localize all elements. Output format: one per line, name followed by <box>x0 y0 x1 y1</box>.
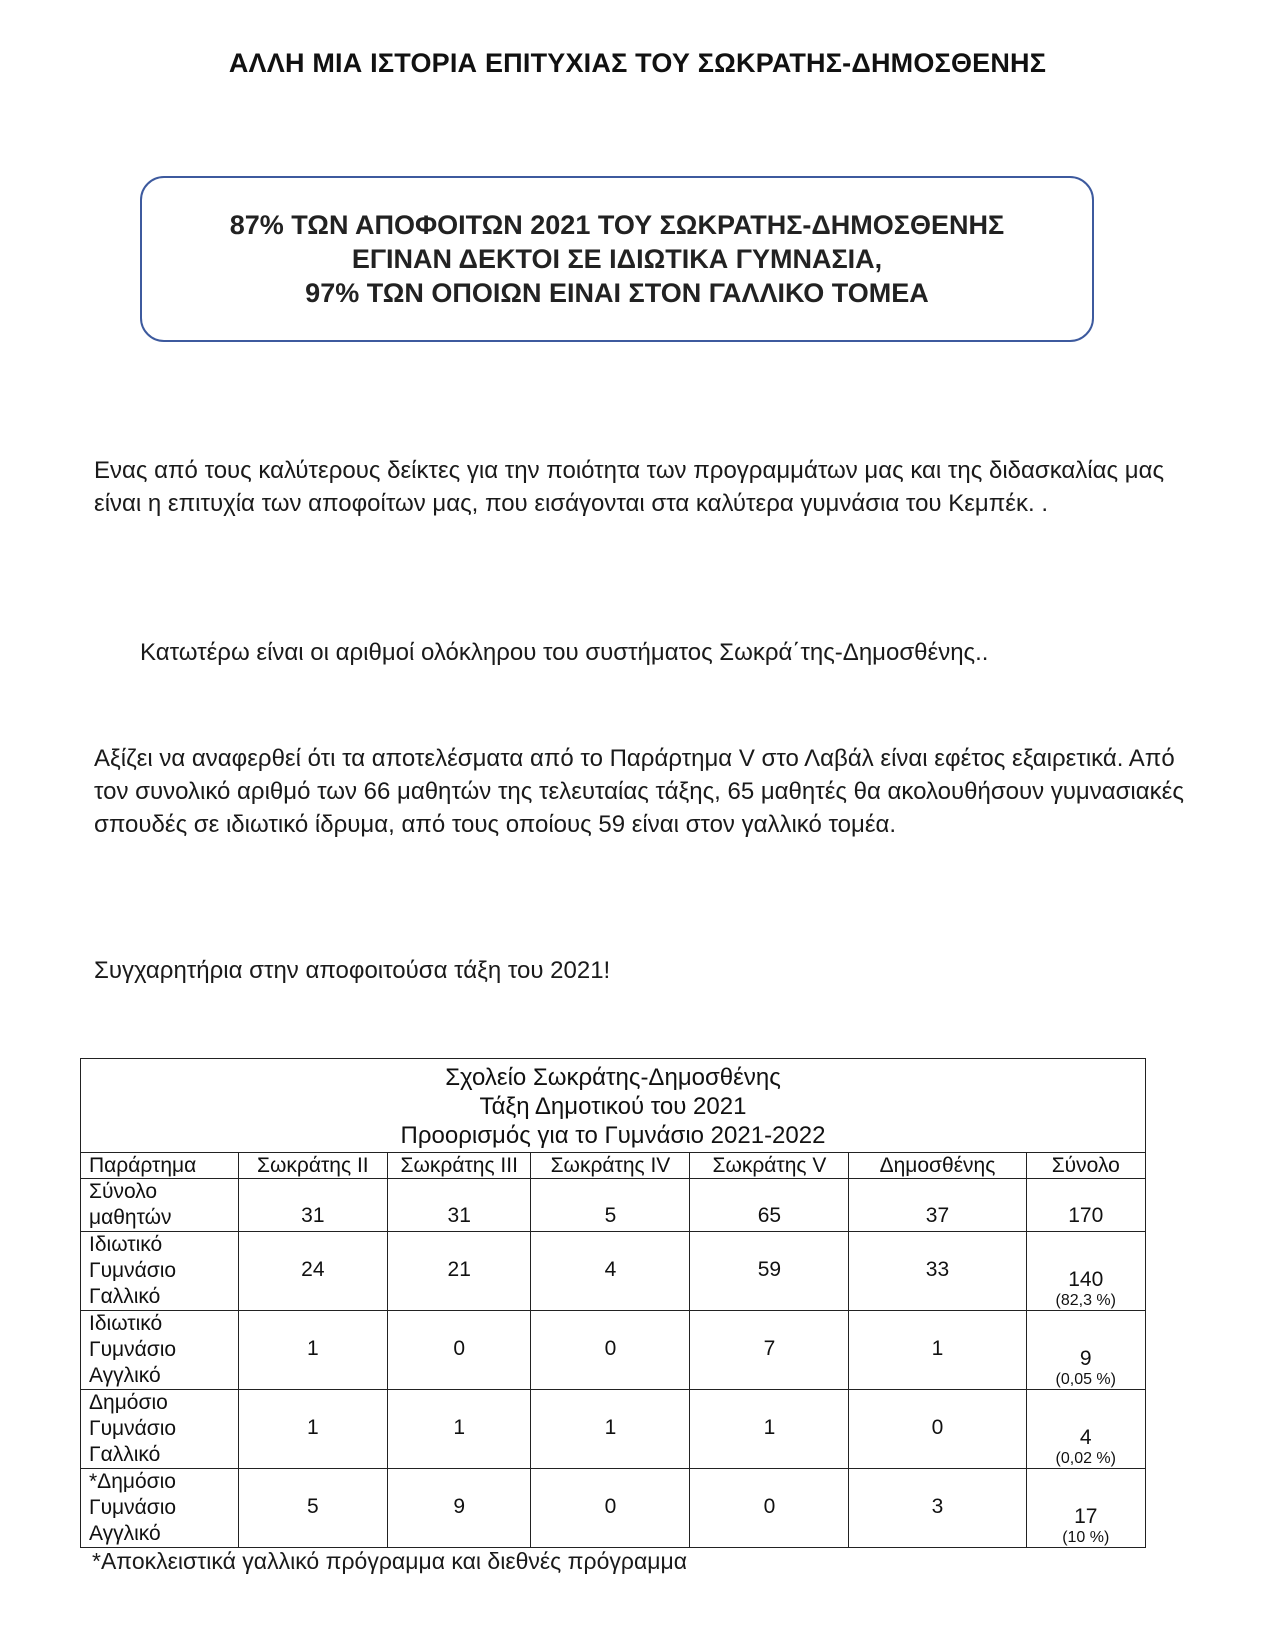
callout-line-2: ΕΓΙΝΑΝ ΔΕΚΤΟΙ ΣΕ ΙΔΙΩΤΙΚΑ ΓΥΜΝΑΣΙΑ, <box>351 244 883 274</box>
table-cell: 5 <box>531 1179 690 1232</box>
callout-line-3: 97% ΤΩΝ ΟΠΟΙΩΝ ΕΙΝΑΙ ΣΤΟΝ ΓΑΛΛΙΚΟ ΤΟΜΕΑ <box>305 278 929 308</box>
total-value: 140 <box>1068 1268 1104 1291</box>
total-value: 17 <box>1074 1505 1098 1528</box>
column-header: Σύνολο <box>1026 1153 1145 1179</box>
table-cell: 9 <box>387 1469 530 1548</box>
table-cell: 1 <box>531 1390 690 1469</box>
column-header: Σωκράτης II <box>238 1153 387 1179</box>
total-cell <box>1026 1390 1145 1469</box>
table-cell: 1 <box>238 1390 387 1469</box>
table-row <box>81 1469 1146 1548</box>
total-percent: (82,3 %) <box>1055 1292 1116 1309</box>
table-cell: 1 <box>690 1390 849 1469</box>
total-cell <box>1026 1469 1145 1548</box>
row-label-line: Αγγλικό <box>89 1364 161 1387</box>
row-label-line: Γαλλικό <box>89 1285 161 1308</box>
table-cell: 0 <box>531 1311 690 1390</box>
row-label-line: Γυμνάσιο <box>89 1417 177 1440</box>
row-label-line: Σύνολο <box>89 1180 158 1203</box>
column-header: Σωκράτης III <box>387 1153 530 1179</box>
column-header: Παράρτημα <box>81 1153 239 1179</box>
row-label <box>81 1469 239 1548</box>
row-label <box>81 1311 239 1390</box>
table-cell: 0 <box>531 1469 690 1548</box>
callout-line-1: 87% ΤΩΝ ΑΠΟΦΟΙΤΩΝ 2021 ΤΟΥ ΣΩΚΡΑΤΗΣ-ΔΗΜΟΣΘΕΝΗΣ <box>229 210 1005 240</box>
row-label <box>81 1179 239 1232</box>
total-value: 4 <box>1079 1426 1092 1449</box>
row-label-line: Δημόσιο <box>89 1391 168 1414</box>
row-label-line: μαθητών <box>89 1206 172 1229</box>
congrats-paragraph: Συγχαρητήρια στην αποφοιτούσα τάξη του 2021! <box>94 957 611 984</box>
total-value: 9 <box>1079 1347 1092 1370</box>
table-cell: 0 <box>387 1311 530 1390</box>
row-label-line: *Δημόσιο <box>89 1470 176 1493</box>
results-table <box>80 1058 1146 1548</box>
table-cell: 0 <box>849 1390 1026 1469</box>
column-header: Σωκράτης IV <box>531 1153 690 1179</box>
table-cell: 5 <box>238 1469 387 1548</box>
numbers-paragraph: Κατωτέρω είναι οι αριθμοί ολόκληρου του συστήματος Σωκρά΄της-Δημοσθένης.. <box>140 639 989 666</box>
table-cell: 0 <box>690 1469 849 1548</box>
row-label-line: Ιδιωτικό <box>89 1312 163 1335</box>
total-cell: 170 <box>1026 1179 1145 1232</box>
total-percent: (0,02 %) <box>1055 1450 1116 1467</box>
table-cell: 31 <box>387 1179 530 1232</box>
column-header: Δημοσθένης <box>849 1153 1026 1179</box>
row-label-line: Αγγλικό <box>89 1522 161 1545</box>
row-label-line: Γυμνάσιο <box>89 1338 177 1361</box>
intro-paragraph: Ενας από τους καλύτερους δείκτες για την ποιότητα των προγραμμάτων μας και της διδασκαλίας μας είναι η επιτυχία των αποφοίτων μας, που εισάγονται στα καλύτερα γυμνάσια του Κεμπέκ. . <box>94 457 1165 517</box>
total-percent: (10 %) <box>1062 1529 1110 1546</box>
table-row <box>81 1232 1146 1311</box>
table-cell: 7 <box>690 1311 849 1390</box>
page-title: ΑΛΛΗ ΜΙΑ ΙΣΤΟΡΙΑ ΕΠΙΤΥΧΙΑΣ ΤΟΥ ΣΩΚΡΑΤΗΣ-ΔΗΜΟΣΘΕΝΗΣ <box>228 48 1047 78</box>
table-cell: 33 <box>849 1232 1026 1311</box>
row-label <box>81 1232 239 1311</box>
table-cell: 1 <box>849 1311 1026 1390</box>
table-cell: 4 <box>531 1232 690 1311</box>
table-row <box>81 1311 1146 1390</box>
total-cell <box>1026 1311 1145 1390</box>
table-heading-class: Τάξη Δημοτικού του 2021 <box>479 1093 747 1120</box>
table-cell: 3 <box>849 1469 1026 1548</box>
table-heading-school: Σχολείο Σωκράτης-Δημοσθένης <box>445 1064 781 1091</box>
row-label <box>81 1390 239 1469</box>
table-row <box>81 1390 1146 1469</box>
row-label-line: Γαλλικό <box>89 1443 161 1466</box>
table-row <box>81 1179 1146 1232</box>
row-label-line: Γυμνάσιο <box>89 1259 177 1282</box>
row-label-line: Ιδιωτικό <box>89 1233 163 1256</box>
laval-paragraph: Αξίζει να αναφερθεί ότι τα αποτελέσματα από το Παράρτημα V στο Λαβάλ είναι εφέτος εξαιρετικά. Από τον συνολικό αριθμό των 66 μαθητών της τελευταίας τάξης, 65 μαθητές θα ακολουθήσουν γυμνασιακές σπουδές σε ιδιωτικό ίδρυμα, από τους οποίους 59 είναι στον γαλλικό τομέα. <box>94 745 1184 838</box>
table-cell: 59 <box>690 1232 849 1311</box>
table-heading <box>81 1059 1146 1153</box>
table-cell: 31 <box>238 1179 387 1232</box>
row-label-line: Γυμνάσιο <box>89 1496 177 1519</box>
table-cell: 21 <box>387 1232 530 1311</box>
table-cell: 1 <box>387 1390 530 1469</box>
total-cell <box>1026 1232 1145 1311</box>
table-cell: 24 <box>238 1232 387 1311</box>
column-header: Σωκράτης V <box>690 1153 849 1179</box>
footnote: *Αποκλειστικά γαλλικό πρόγραμμα και διεθνές πρόγραμμα <box>92 1548 688 1574</box>
highlight-box <box>140 176 1094 342</box>
total-percent: (0,05 %) <box>1055 1371 1116 1388</box>
table-cell: 37 <box>849 1179 1026 1232</box>
table-cell: 1 <box>238 1311 387 1390</box>
table-heading-destination: Προορισμός για το Γυμνάσιο 2021-2022 <box>400 1122 826 1149</box>
table-cell: 65 <box>690 1179 849 1232</box>
